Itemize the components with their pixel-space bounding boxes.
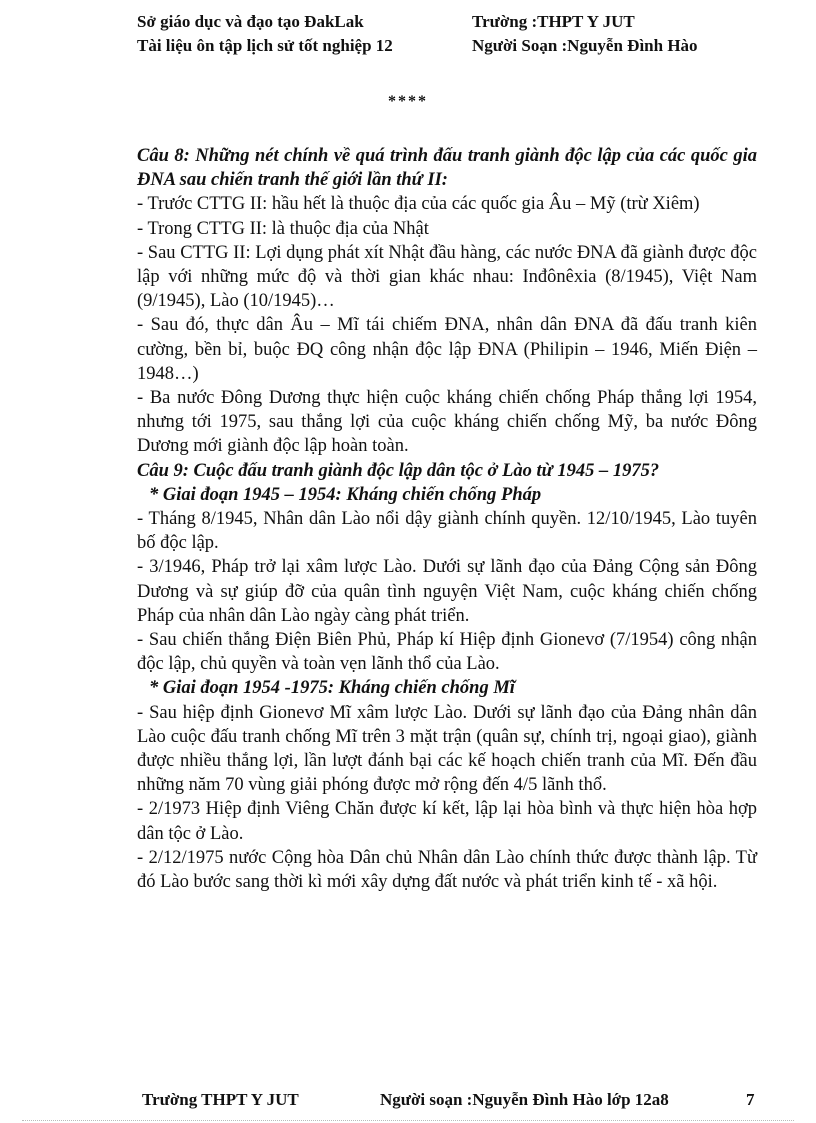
question-8-item: - Trước CTTG II: hầu hết là thuộc địa của các quốc gia Âu – Mỹ (trừ Xiêm) — [137, 194, 700, 215]
phase-1-item: - 3/1946, Pháp trở lại xâm lược Lào. Dưới sự lãnh đạo của Đảng Cộng sản Đông Dương và sự giúp đỡ của quân tình nguyện Việt Nam, cuộc kháng chiến chống Pháp của nhân dân Lào ngày càng phát triển. — [137, 557, 757, 626]
page-number: 7 — [746, 1090, 755, 1109]
header-school: Trường :THPT Y JUT — [472, 12, 635, 31]
separator-stars: **** — [388, 93, 428, 110]
header-author: Người Soạn :Nguyễn Đình Hào — [472, 36, 698, 55]
question-8-item: - Trong CTTG II: là thuộc địa của Nhật — [137, 218, 429, 239]
document-body — [137, 144, 757, 894]
footer-school: Trường THPT Y JUT — [142, 1090, 299, 1109]
header-row-2 — [137, 34, 777, 58]
phase-2-item: - 2/1973 Hiệp định Viêng Chăn được kí kết, lập lại hòa bình và thực hiện hòa hợp dân tộc ở Lào. — [137, 799, 757, 844]
phase-1-title: * Giai đoạn 1945 – 1954: Kháng chiến chống Pháp — [149, 484, 542, 505]
page-header — [137, 10, 777, 58]
header-row-1 — [137, 10, 777, 34]
question-9-title: Câu 9: Cuộc đấu tranh giành độc lập dân tộc ở Lào từ 1945 – 1975? — [137, 460, 660, 481]
question-8-item: - Sau đó, thực dân Âu – Mĩ tái chiếm ĐNA, nhân dân ĐNA đã đấu tranh kiên cường, bền bỉ, buộc ĐQ công nhận độc lập ĐNA (Philipin – 1946, Miến Điện – 1948…) — [137, 315, 757, 384]
phase-1-item: - Tháng 8/1945, Nhân dân Lào nổi dậy giành chính quyền. 12/10/1945, Lào tuyên bố độc lập. — [137, 509, 757, 554]
footer-author: Người soạn :Nguyễn Đình Hào lớp 12a8 — [380, 1090, 669, 1109]
question-8-item: - Ba nước Đông Dương thực hiện cuộc kháng chiến chống Pháp thắng lợi 1954, nhưng tới 1975, sau thắng lợi của cuộc kháng chiến chống Mỹ, ba nước Đông Dương mới giành độc lập hoàn toàn. — [137, 388, 757, 457]
phase-2-title: * Giai đoạn 1954 -1975: Kháng chiến chống Mĩ — [149, 678, 515, 699]
header-document-title: Tài liệu ôn tập lịch sử tốt nghiệp 12 — [137, 36, 393, 55]
question-8-title: Câu 8: Những nét chính về quá trình đấu tranh giành độc lập của các quốc gia ĐNA sau chiến tranh thế giới lần thứ II: — [137, 146, 757, 191]
question-8-item: - Sau CTTG II: Lợi dụng phát xít Nhật đầu hàng, các nước ĐNA đã giành được độc lập với những mức độ và thời gian khác nhau: Inđônêxia (8/1945), Việt Nam (9/1945), Lào (10/1945)… — [137, 242, 757, 312]
phase-2-item: - Sau hiệp định Gionevơ Mĩ xâm lược Lào. Dưới sự lãnh đạo của Đảng nhân dân Lào cuộc đấu tranh chống Mĩ trên 3 mặt trận (quân sự, chính trị, ngoại giao), giành được nhiều thắng lợi, lần lượt đánh bại các kế hoạch chiến tranh của Mĩ. Đến đầu những năm 70 vùng giải phóng được mở rộng đến 4/5 lãnh thổ. — [137, 702, 757, 796]
header-department: Sở giáo dục và đạo tạo ĐakLak — [137, 12, 364, 31]
phase-1-item: - Sau chiến thắng Điện Biên Phủ, Pháp kí Hiệp định Gionevơ (7/1954) công nhận độc lập, chủ quyền và toàn vẹn lãnh thổ của Lào. — [137, 630, 757, 675]
footer-divider — [22, 1120, 794, 1121]
phase-2-item: - 2/12/1975 nước Cộng hòa Dân chủ Nhân dân Lào chính thức được thành lập. Từ đó Lào bước sang thời kì mới xây dựng đất nước và phát triển kinh tế - xã hội. — [137, 847, 757, 893]
